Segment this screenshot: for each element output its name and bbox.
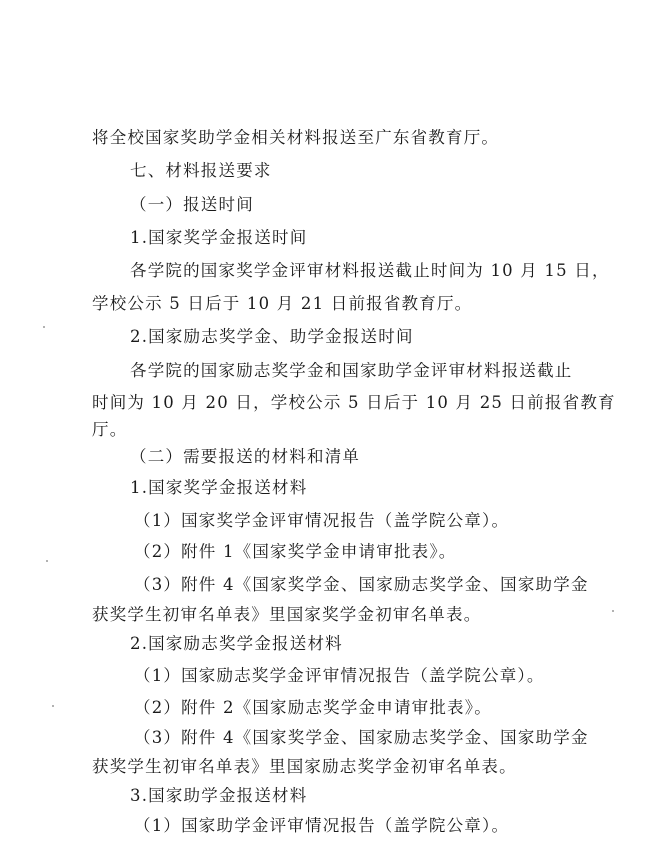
list-item: （1）国家励志奖学金评审情况报告（盖学院公章）。 xyxy=(134,666,545,685)
text-line: 获奖学生初审名单表》里国家奖学金初审名单表。 xyxy=(92,605,482,624)
item-heading: 1.国家奖学金报送材料 xyxy=(130,478,308,497)
item-heading: 1.国家奖学金报送时间 xyxy=(130,228,308,247)
text-line: 厅。 xyxy=(92,420,128,439)
list-item: （3）附件 4《国家奖学金、国家励志奖学金、国家助学金 xyxy=(134,728,589,747)
text-line: 各学院的国家励志奖学金和国家助学金评审材料报送截止 xyxy=(130,361,573,380)
list-item: （1）国家奖学金评审情况报告（盖学院公章）。 xyxy=(134,511,510,530)
text-line: 各学院的国家奖学金评审材料报送截止时间为 10 月 15 日， xyxy=(130,261,610,280)
scan-speck xyxy=(46,560,48,562)
item-heading: 2.国家励志奖学金报送材料 xyxy=(130,634,343,653)
list-item: （2）附件 2《国家励志奖学金申请审批表》。 xyxy=(134,698,492,717)
text-line: 获奖学生初审名单表》里国家励志奖学金初审名单表。 xyxy=(92,757,517,776)
item-heading: 3.国家助学金报送材料 xyxy=(130,786,308,805)
list-item: （1）国家助学金评审情况报告（盖学院公章）。 xyxy=(134,816,510,835)
text-line: 学校公示 5 日后于 10 月 21 日前报省教育厅。 xyxy=(92,294,473,313)
subsection-heading: （二）需要报送的材料和清单 xyxy=(130,447,361,466)
scan-speck xyxy=(52,705,54,707)
scan-speck xyxy=(612,610,614,612)
text-line: 将全校国家奖助学金相关材料报送至广东省教育厅。 xyxy=(92,128,500,147)
list-item: （3）附件 4《国家奖学金、国家励志奖学金、国家助学金 xyxy=(134,575,589,594)
list-item: （2）附件 1《国家奖学金申请审批表》。 xyxy=(134,542,457,561)
section-heading: 七、材料报送要求 xyxy=(130,161,272,180)
text-line: 时间为 10 月 20 日，学校公示 5 日后于 10 月 25 日前报省教育 xyxy=(92,393,616,412)
subsection-heading: （一）报送时间 xyxy=(130,195,254,214)
item-heading: 2.国家励志奖学金、助学金报送时间 xyxy=(130,327,414,346)
scan-speck xyxy=(43,326,45,328)
